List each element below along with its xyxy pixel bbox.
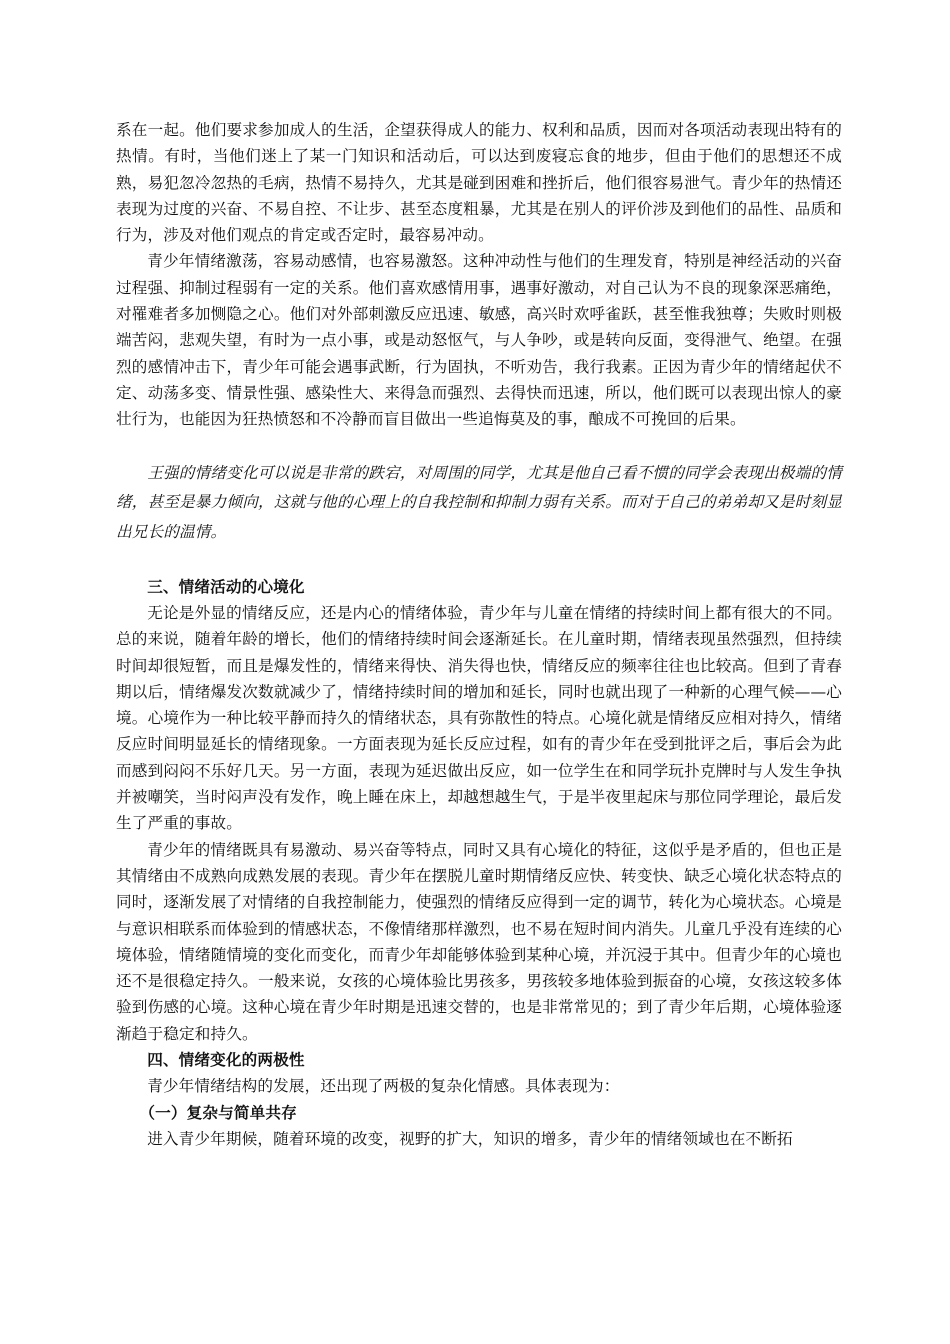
case-note-wangqiang: 王强的情绪变化可以说是非常的跌宕，对周围的同学，尤其是他自己看不惯的同学会表现出极端的情绪，甚至是暴力倾向，这就与他的心理上的自我控制和抑制力弱有关系。而对于自己的弟弟却又是时刻显出兄长的温情。 xyxy=(116,463,842,541)
paragraph-impulsiveness: 青少年情绪激荡，容易动感情，也容易激怒。这种冲动性与他们的生理发育，特别是神经活动的兴奋过程强、抑制过程弱有一定的关系。他们喜欢感情用事，遇事好激动，对自己认为不良的现象深恶痛绝，对罹难者多加恻隐之心。他们对外部刺激反应迅速、敏感，高兴时欢呼雀跃，甚至惟我独尊；失败时则极端苦闷，悲观失望，有时为一点小事，或是动怒怄气，与人争吵，或是转向反面，变得泄气、绝望。在强烈的感情冲击下，青少年可能会遇事武断，行为固执，不听劝告，我行我素。正因为青少年的情绪起伏不定、动荡多变、情景性强、感染性大、来得急而强烈、去得快而迅速，所以，他们既可以表现出惊人的豪壮行为，也能因为狂热愤怒和不冷静而盲目做出一些追悔莫及的事，酿成不可挽回的后果。 xyxy=(116,252,842,429)
spacer xyxy=(116,433,842,459)
paragraph-complexity: 进入青少年期候，随着环境的改变，视野的扩大，知识的增多，青少年的情绪领域也在不断拓 xyxy=(147,1129,793,1148)
paragraph-mood-development: 青少年的情绪既具有易激动、易兴奋等特点，同时又具有心境化的特征，这似乎是矛盾的，但也正是其情绪由不成熟向成熟发展的表现。青少年在摆脱儿童时期情绪反应快、转变快、缺乏心境化状态特点的同时，逐渐发展了对情绪的自我控制能力，使强烈的情绪反应得到一定的调节，转化为心境状态。心境是与意识相联系而体验到的情感状态，不像情绪那样激烈，也不易在短时间内消失。儿童几乎没有连续的心境体验，情绪随情境的变化而变化，而青少年却能够体验到某种心境，并沉浸于其中。但青少年的心境也还不是很稳定持久。一般来说，女孩的心境体验比男孩多，男孩较多地体验到振奋的心境，女孩这较多体验到伤感的心境。这种心境在青少年时期是迅速交替的，也是非常常见的；到了青少年后期，心境体验逐渐趋于稳定和持久。 xyxy=(116,840,842,1043)
paragraph-polarity-intro: 青少年情绪结构的发展，还出现了两极的复杂化情感。具体表现为： xyxy=(147,1077,620,1096)
paragraph-passion: 系在一起。他们要求参加成人的生活，企望获得成人的能力、权利和品质，因而对各项活动表现出特有的热情。有时，当他们迷上了某一门知识和活动后，可以达到废寝忘食的地步，但由于他们的思想还不成熟，易犯忽冷忽热的毛病，热情不易持久，尤其是碰到困难和挫折后，他们很容易泄气。青少年的热情还表现为过度的兴奋、不易自控、不让步、甚至态度粗暴，尤其是在别人的评价涉及到他们的品性、品质和行为，涉及对他们观点的肯定或否定时，最容易冲动。 xyxy=(116,121,842,245)
section-heading-3: 三、情绪活动的心境化 xyxy=(147,577,305,596)
section-heading-4: 四、情绪变化的两极性 xyxy=(147,1051,305,1069)
subsection-heading-4-1: （一）复杂与简单共存 xyxy=(139,1103,297,1122)
document-page xyxy=(116,117,842,1152)
spacer xyxy=(116,547,842,573)
paragraph-mood-duration: 无论是外显的情绪反应，还是内心的情绪体验，青少年与儿童在情绪的持续时间上都有很大的不同。总的来说，随着年龄的增长，他们的情绪持续时间会逐渐延长。在儿童时期，情绪表现虽然强烈，但持续时间却很短暂，而且是爆发性的，情绪来得快、消失得也快，情绪反应的频率往往也比较高。但到了青春期以后，情绪爆发次数就减少了，情绪持续时间的增加和延长，同时也就出现了一种新的心理气候——心境。心境作为一种比较平静而持久的情绪状态，具有弥散性的特点。心境化就是情绪反应相对持久，情绪反应时间明显延长的情绪现象。一方面表现为延长反应过程，如有的青少年在受到批评之后，事后会为此而感到闷闷不乐好几天。另一方面，表现为延迟做出反应，如一位学生在和同学玩扑克牌时与人发生争执并被嘲笑，当时闷声没有发作，晚上睡在床上，却越想越生气，于是半夜里起床与那位同学理论，最后发生了严重的事故。 xyxy=(116,603,842,833)
